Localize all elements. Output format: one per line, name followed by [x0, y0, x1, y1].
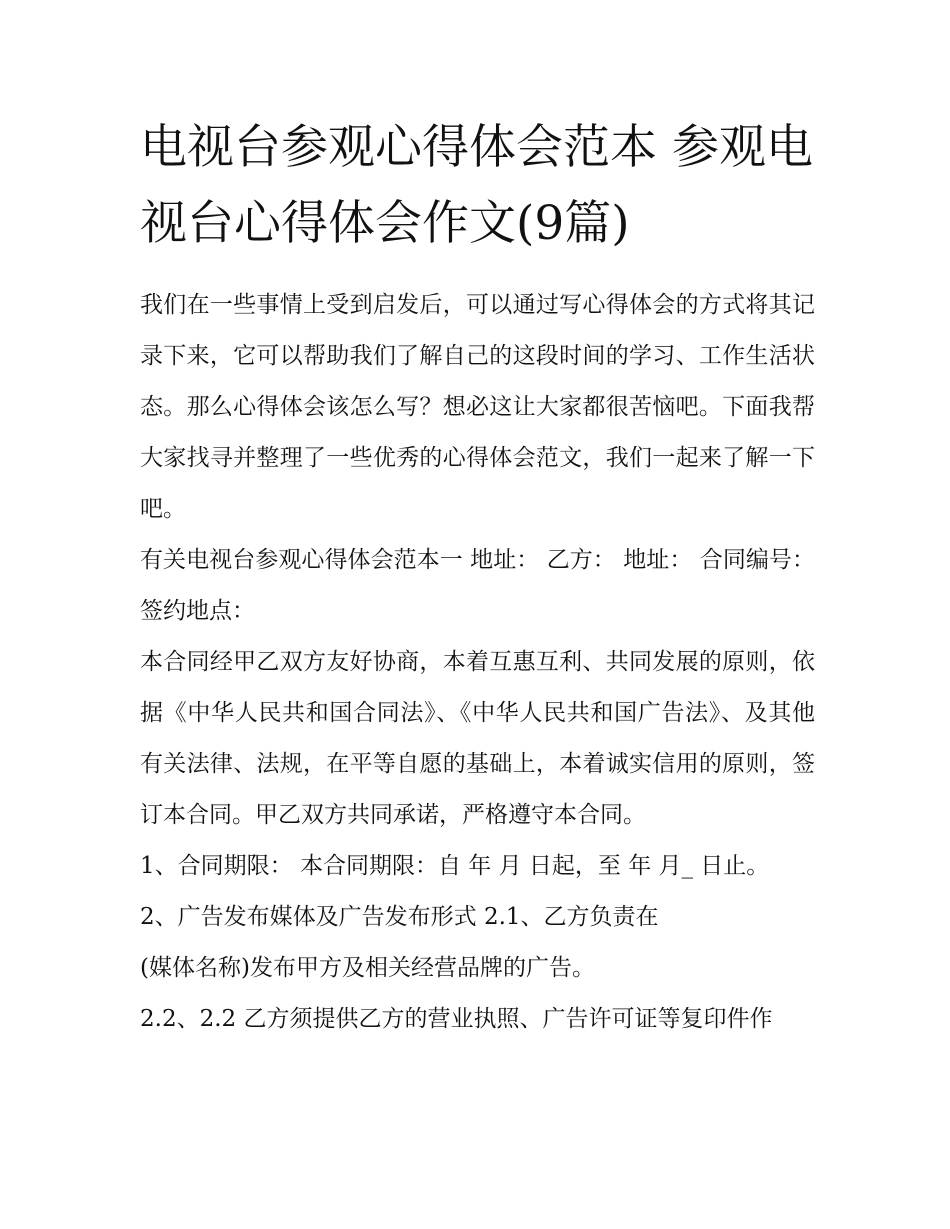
document-page	[140, 110, 815, 1045]
paragraph-intro: 我们在一些事情上受到启发后，可以通过写心得体会的方式将其记录下来，它可以帮助我们了解自己的这段时间的学习、工作生活状态。那么心得体会该怎么写？想必这让大家都很苦恼吧。下面我帮大家找寻并整理了一些优秀的心得体会范文，我们一起来了解一下吧。	[140, 292, 815, 522]
paragraph-contract-header: 有关电视台参观心得体会范本一 地址： 乙方： 地址： 合同编号： 签约地点：	[140, 547, 815, 624]
paragraph-clause-2-cont: (媒体名称)发布甲方及相关经营品牌的广告。	[140, 955, 595, 981]
paragraph-clause-2: 2、广告发布媒体及广告发布形式 2.1、乙方负责在	[140, 904, 659, 930]
document-title: 电视台参观心得体会范本 参观电视台心得体会作文(9篇)	[140, 120, 813, 251]
paragraph-clause-2-2: 2.2、2.2 乙方须提供乙方的营业执照、广告许可证等复印件作	[140, 1006, 773, 1032]
paragraph-contract-basis: 本合同经甲乙双方友好协商，本着互惠互利、共同发展的原则，依据《中华人民共和国合同法》、《中华人民共和国广告法》、及其他有关法律、法规，在平等自愿的基础上，本着诚实信用的原则，签订本合同。甲乙双方共同承诺，严格遵守本合同。	[140, 649, 815, 828]
paragraph-clause-1: 1、合同期限： 本合同期限：自 年 月 日起，至 年 月_ 日止。	[140, 853, 770, 879]
